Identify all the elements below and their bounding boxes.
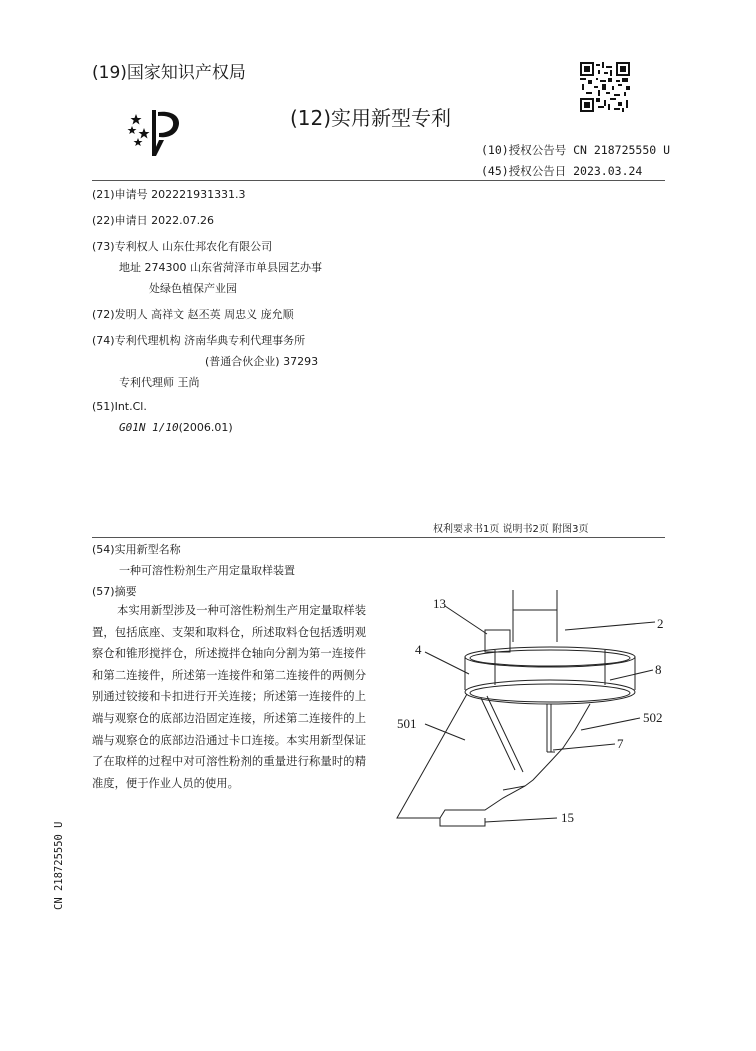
patentee: (73)专利权人 山东仕邦农化有限公司	[92, 240, 273, 253]
figure-label-501: 501	[397, 716, 417, 731]
side-publication-number: CN 218725550 U	[53, 821, 65, 910]
summary-divider	[92, 537, 665, 538]
address-line-2: 处绿色植保产业园	[149, 282, 237, 295]
application-number: (21)申请号 202221931331.3	[92, 188, 246, 201]
figure-label-4: 4	[415, 642, 422, 657]
title-label: (54)实用新型名称	[92, 543, 181, 556]
abstract-text: 本实用新型涉及一种可溶性粉剂生产用定量取样装置，包括底座、支架和取料仓，所述取料仓包括透明观察仓和锥形搅拌仓，所述搅拌仓轴向分割为第一连接件和第二连接件，所述第一连接件和第二连接件的两侧分别通过铰接和卡扣进行开关连接；所述第一连接件的上端与观察仓的底部边沿固定连接，所述第二连接件的上端与观察仓的底部边沿通过卡口连接。本实用新型保证了在取样的过程中对可溶性粉剂的重量进行称量时的精准度，便于作业人员的使用。	[92, 604, 366, 790]
int-cl-value	[119, 421, 233, 434]
int-cl-date: (2006.01)	[178, 421, 233, 434]
figure-label-7: 7	[617, 736, 624, 751]
cnipa-logo	[126, 106, 184, 160]
figure-label-8: 8	[655, 662, 662, 677]
patent-agency-code: (普通合伙企业) 37293	[205, 355, 319, 368]
document-type: (12)实用新型专利	[290, 106, 452, 130]
publication-number: (10)授权公告号 CN 218725550 U	[481, 143, 671, 157]
qr-code	[580, 62, 630, 112]
header-divider	[92, 180, 665, 181]
utility-model-title: 一种可溶性粉剂生产用定量取样装置	[119, 564, 295, 577]
address-line-1: 地址 274300 山东省菏泽市单县园艺办事	[119, 261, 322, 274]
office-name: (19)国家知识产权局	[92, 63, 246, 83]
page-summary: 权利要求书1页 说明书2页 附图3页	[433, 524, 589, 535]
patent-agent: 专利代理师 王尚	[119, 376, 200, 389]
int-cl-code: G01N 1/10	[119, 421, 179, 434]
application-date: (22)申请日 2022.07.26	[92, 214, 215, 227]
figure-label-2: 2	[657, 616, 664, 631]
figure-label-15: 15	[561, 810, 574, 825]
figure-label-13: 13	[433, 596, 446, 611]
figure-label-502: 502	[643, 710, 663, 725]
publication-date: (45)授权公告日 2023.03.24	[481, 164, 643, 178]
patent-agency: (74)专利代理机构 济南华典专利代理事务所	[92, 334, 306, 347]
abstract-label: (57)摘要	[92, 585, 137, 598]
abstract-figure	[385, 590, 675, 830]
inventors: (72)发明人 高祥文 赵丕英 周忠义 庞允顺	[92, 308, 294, 321]
int-cl-label: (51)Int.Cl.	[92, 400, 147, 413]
